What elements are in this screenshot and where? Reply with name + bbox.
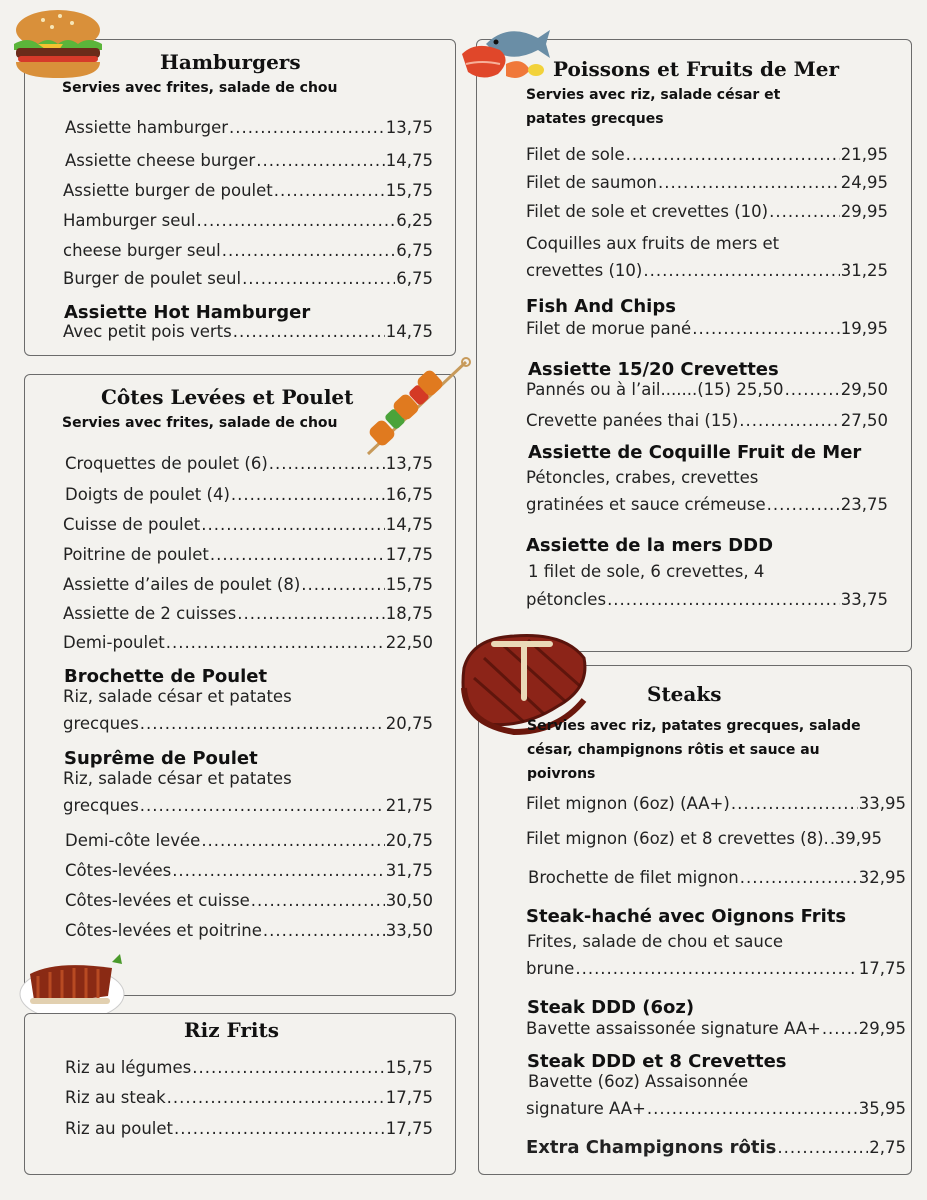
item-description: Pétoncles, crabes, crevettes — [526, 468, 759, 487]
menu-item: Doigts de poulet (4) ..... 16,75 — [65, 485, 433, 504]
item-description: 1 filet de sole, 6 crevettes, 4 — [528, 562, 765, 581]
menu-item: Croquettes de poulet (6) ..... 13,75 — [65, 454, 433, 473]
item-description: Coquilles aux fruits de mers et — [526, 234, 780, 253]
item-title: Brochette de Poulet — [64, 666, 268, 687]
item-title: Suprême de Poulet — [64, 748, 258, 769]
menu-item: Assiette hamburger ..... 13,75 — [65, 118, 433, 137]
poissons-title: Poissons et Fruits de Mer — [553, 57, 840, 81]
menu-item: Riz au steak ..... 17,75 — [65, 1088, 433, 1107]
item-title: Assiette de Coquille Fruit de Mer — [528, 442, 862, 463]
poissons-subtitle-2: patates grecques — [526, 111, 664, 127]
menu-item: Filet de morue pané ..... 19,95 — [526, 319, 888, 338]
menu-item: gratinées et sauce crémeuse ..... 23,75 — [526, 495, 888, 514]
steaks-subtitle: Servies avec riz, patates grecques, salade — [527, 718, 861, 734]
item-title: Assiette 15/20 Crevettes — [528, 359, 779, 380]
menu-item: Assiette burger de poulet ..... 15,75 — [63, 181, 433, 200]
menu-item: Filet de sole et crevettes (10) ..... 29,95 — [526, 202, 888, 221]
menu-item: Crevette panées thai (15) ..... 27,50 — [526, 411, 888, 430]
riz-title: Riz Frits — [184, 1018, 280, 1042]
menu-item: Burger de poulet seul ..... 6,75 — [63, 269, 433, 288]
menu-item: Cuisse de poulet ..... 14,75 — [63, 515, 433, 534]
menu-item: crevettes (10) ..... 31,25 — [526, 261, 888, 280]
item-description: Bavette (6oz) Assaisonnée — [528, 1072, 749, 1091]
hamburgers-subtitle: Servies avec frites, salade de chou — [62, 80, 338, 96]
item-description: Riz, salade césar et patates — [63, 769, 292, 788]
menu-item: Filet mignon (6oz) (AA+) ..... 33,95 — [526, 794, 906, 813]
menu-item: Extra Champignons rôtis ..... 2,75 — [526, 1137, 906, 1158]
menu-item: signature AA+ ..... 35,95 — [526, 1099, 906, 1118]
menu-item: Assiette de 2 cuisses ..... 18,75 — [63, 604, 433, 623]
item-description: Riz, salade césar et patates — [63, 687, 292, 706]
item-title: Assiette de la mers DDD — [526, 535, 774, 556]
menu-item: Filet de sole ..... 21,95 — [526, 145, 888, 164]
item-title: Fish And Chips — [526, 296, 676, 317]
menu-item: grecques ..... 20,75 — [63, 714, 433, 733]
menu-item: Avec petit pois verts ..... 14,75 — [63, 322, 433, 341]
hamburgers-title: Hamburgers — [160, 50, 301, 74]
steaks-title: Steaks — [647, 682, 722, 706]
menu-item: brune ..... 17,75 — [526, 959, 906, 978]
item-title: Steak DDD et 8 Crevettes — [527, 1051, 787, 1072]
menu-item: Poitrine de poulet ..... 17,75 — [63, 545, 433, 564]
menu-item: Filet mignon (6oz) et 8 crevettes (8). ..... 39,95 — [526, 829, 906, 848]
menu-item: Côtes-levées et poitrine ..... 33,50 — [65, 921, 433, 940]
steaks-subtitle-3: poivrons — [527, 766, 596, 782]
menu-item: pétoncles ..... 33,75 — [526, 590, 888, 609]
menu-item: Pannés ou à l’ail.......(15) 25,50 ..... 29,50 — [526, 380, 888, 399]
menu-item: Bavette assaissonée signature AA+ ..... 29,95 — [526, 1019, 906, 1038]
seafood-image — [456, 20, 552, 86]
item-title: Assiette Hot Hamburger — [64, 302, 311, 323]
menu-item: Riz au poulet ..... 17,75 — [65, 1119, 433, 1138]
item-title: Steak-haché avec Oignons Frits — [526, 906, 847, 927]
poissons-subtitle: Servies avec riz, salade césar et — [526, 87, 781, 103]
menu-item: cheese burger seul ..... 6,75 — [63, 241, 433, 260]
menu-item: grecques ..... 21,75 — [63, 796, 433, 815]
menu-item: Brochette de filet mignon ..... 32,95 — [528, 868, 906, 887]
menu-item: Assiette d’ailes de poulet (8) ..... 15,75 — [63, 575, 433, 594]
menu-item: Demi-côte levée ..... 20,75 — [65, 831, 433, 850]
menu-item: Assiette cheese burger ..... 14,75 — [65, 151, 433, 170]
menu-item: Côtes-levées et cuisse ..... 30,50 — [65, 891, 433, 910]
skewer-image — [362, 356, 474, 460]
cotes-title: Côtes Levées et Poulet — [101, 385, 354, 409]
steaks-subtitle-2: césar, champignons rôtis et sauce au — [527, 742, 820, 758]
burger-image — [8, 6, 108, 82]
menu-item: Riz au légumes ..... 15,75 — [65, 1058, 433, 1077]
menu-item: Filet de saumon ..... 24,95 — [526, 173, 888, 192]
cotes-subtitle: Servies avec frites, salade de chou — [62, 415, 338, 431]
item-title: Steak DDD (6oz) — [527, 997, 695, 1018]
menu-item: Hamburger seul ..... 6,25 — [63, 211, 433, 230]
item-description: Frites, salade de chou et sauce — [527, 932, 784, 951]
menu-item: Demi-poulet ..... 22,50 — [63, 633, 433, 652]
ribs-image — [16, 944, 128, 1024]
menu-item: Côtes-levées ..... 31,75 — [65, 861, 433, 880]
